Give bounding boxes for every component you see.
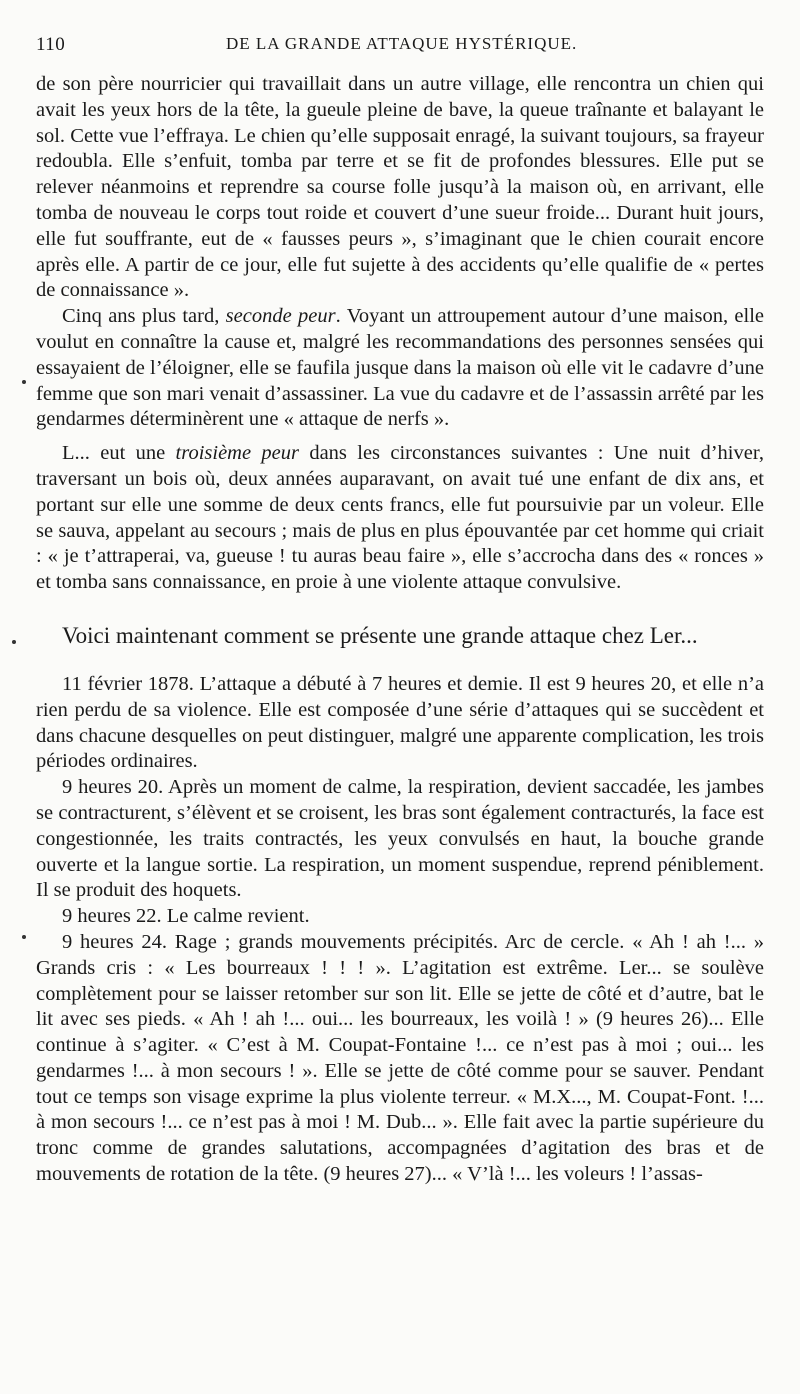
margin-dot bbox=[22, 380, 26, 384]
body-text bbox=[36, 72, 764, 1188]
text-run: L... eut une bbox=[62, 442, 176, 465]
paragraph-second-fear bbox=[36, 304, 764, 433]
running-title: DE LA GRANDE ATTAQUE HYSTÉRIQUE. bbox=[226, 34, 578, 53]
paragraph-time-entry: 9 heures 20. Après un moment de calme, la respiration, devient saccadée, les jambes se contracturent, s’élèvent et se croisent, les bras sont également contracturés, la face est congestionnée, les traits contractés, les yeux convulsés en haut, la bouche grande ouverte et la langue sortie. La respiration, un moment suspendue, reprend péniblement. Il se produit des hoquets. bbox=[36, 776, 764, 902]
paragraph-intro-attack: Voici maintenant comment se présente une grande attaque chez Ler... bbox=[62, 622, 698, 648]
paragraph-continuation: de son père nourricier qui travaillait dans un autre village, elle rencontra un chien qui avait les yeux hors de la tête, la gueule pleine de bave, la queue traînante et balayant le sol. Cette vue l’effraya. Le chien qu’elle supposait enragé, la suivant toujours, sa frayeur redoubla. Elle s’enfuit, tomba par terre et se fit de profondes blessures. Elle put se relever néanmoins et reprendre sa course folle jusqu’à la maison où, en arrivant, elle tomba de nouveau le corps tout roide et couvert d’une sueur froide... Durant huit jours, elle fut souffrante, eut de « fausses peurs », s’imaginant que le chien courait encore après elle. A partir de ce jour, elle fut sujette à des accidents qu’elle qualifie de « pertes de connaissance ». bbox=[36, 73, 764, 302]
margin-dot bbox=[12, 640, 16, 644]
page-number: 110 bbox=[36, 34, 66, 55]
text-run: Cinq ans plus tard, bbox=[62, 305, 226, 328]
margin-dot bbox=[22, 935, 26, 939]
paragraph-third-fear bbox=[36, 441, 764, 596]
page-header bbox=[36, 34, 764, 60]
italic-phrase: troisième peur bbox=[175, 442, 299, 465]
text-run: dans les circonstances suivantes : Une nuit d’hiver, traversant un bois où, deux années auparavant, on avait tué une enfant de dix ans, et portant sur elle une somme de deux cents francs, elle fut poursuivie par un voleur. Elle se sauva, appelant au secours ; mais de plus en plus épouvantée par cet homme qui criait : « je t’attraperai, va, gueuse ! tu auras beau faire », elle s’accrocha dans des « ronces » et tomba sans connaissance, en proie à une violente attaque convulsive. bbox=[36, 442, 764, 594]
text-run: . Voyant un attroupement autour d’une maison, elle voulut en connaître la cause et, malgré les recommandations des personnes sensées qui essayaient de l’éloigner, elle se faufila jusque dans la maison où elle vit le cadavre d’une femme que son mari venait d’assassiner. La vue du cadavre et de l’assassin arrêté par les gendarmes déterminèrent une « attaque de nerfs ». bbox=[36, 305, 764, 431]
italic-phrase: seconde peur bbox=[225, 305, 336, 328]
paragraph-time-entry: 9 heures 22. Le calme revient. bbox=[62, 905, 310, 928]
paragraph-time-entry: 9 heures 24. Rage ; grands mouvements précipités. Arc de cercle. « Ah ! ah !... » Grands cris : « Les bourreaux ! ! ! ». L’agitation est extrême. Ler... se soulève complètement pour se laisser retomber sur son lit. Elle se jette de côté et d’autre, bat le lit avec ses pieds. « Ah ! ah !... oui... les bourreaux, les voilà ! » (9 heures 26)... Elle continue à s’agiter. « C’est à M. Coupat-Fontaine !... ce n’est pas à moi ; oui... les gendarmes !... à mon secours ! ». Elle se jette de côté comme pour se sauver. Pendant tout ce temps son visage exprime la plus violente terreur. « M.X..., M. Coupat-Font. !... à mon secours !... ce n’est pas à moi ! M. Dub... ». Elle fait avec la partie supérieure du tronc comme de grandes salutations, accompagnées d’agitation des bras et de mouvements de rotation de la tête. (9 heures 27)... « V’là !... les voleurs ! l’assas- bbox=[36, 930, 764, 1186]
paragraph-date-entry: 11 février 1878. L’attaque a débuté à 7 heures et demie. Il est 9 heures 20, et elle n’a rien perdu de sa violence. Elle est composée d’une série d’attaques qui se succèdent et dans chacune desquelles on peut distinguer, malgré une apparente complication, les trois périodes ordinaires. bbox=[36, 672, 764, 773]
